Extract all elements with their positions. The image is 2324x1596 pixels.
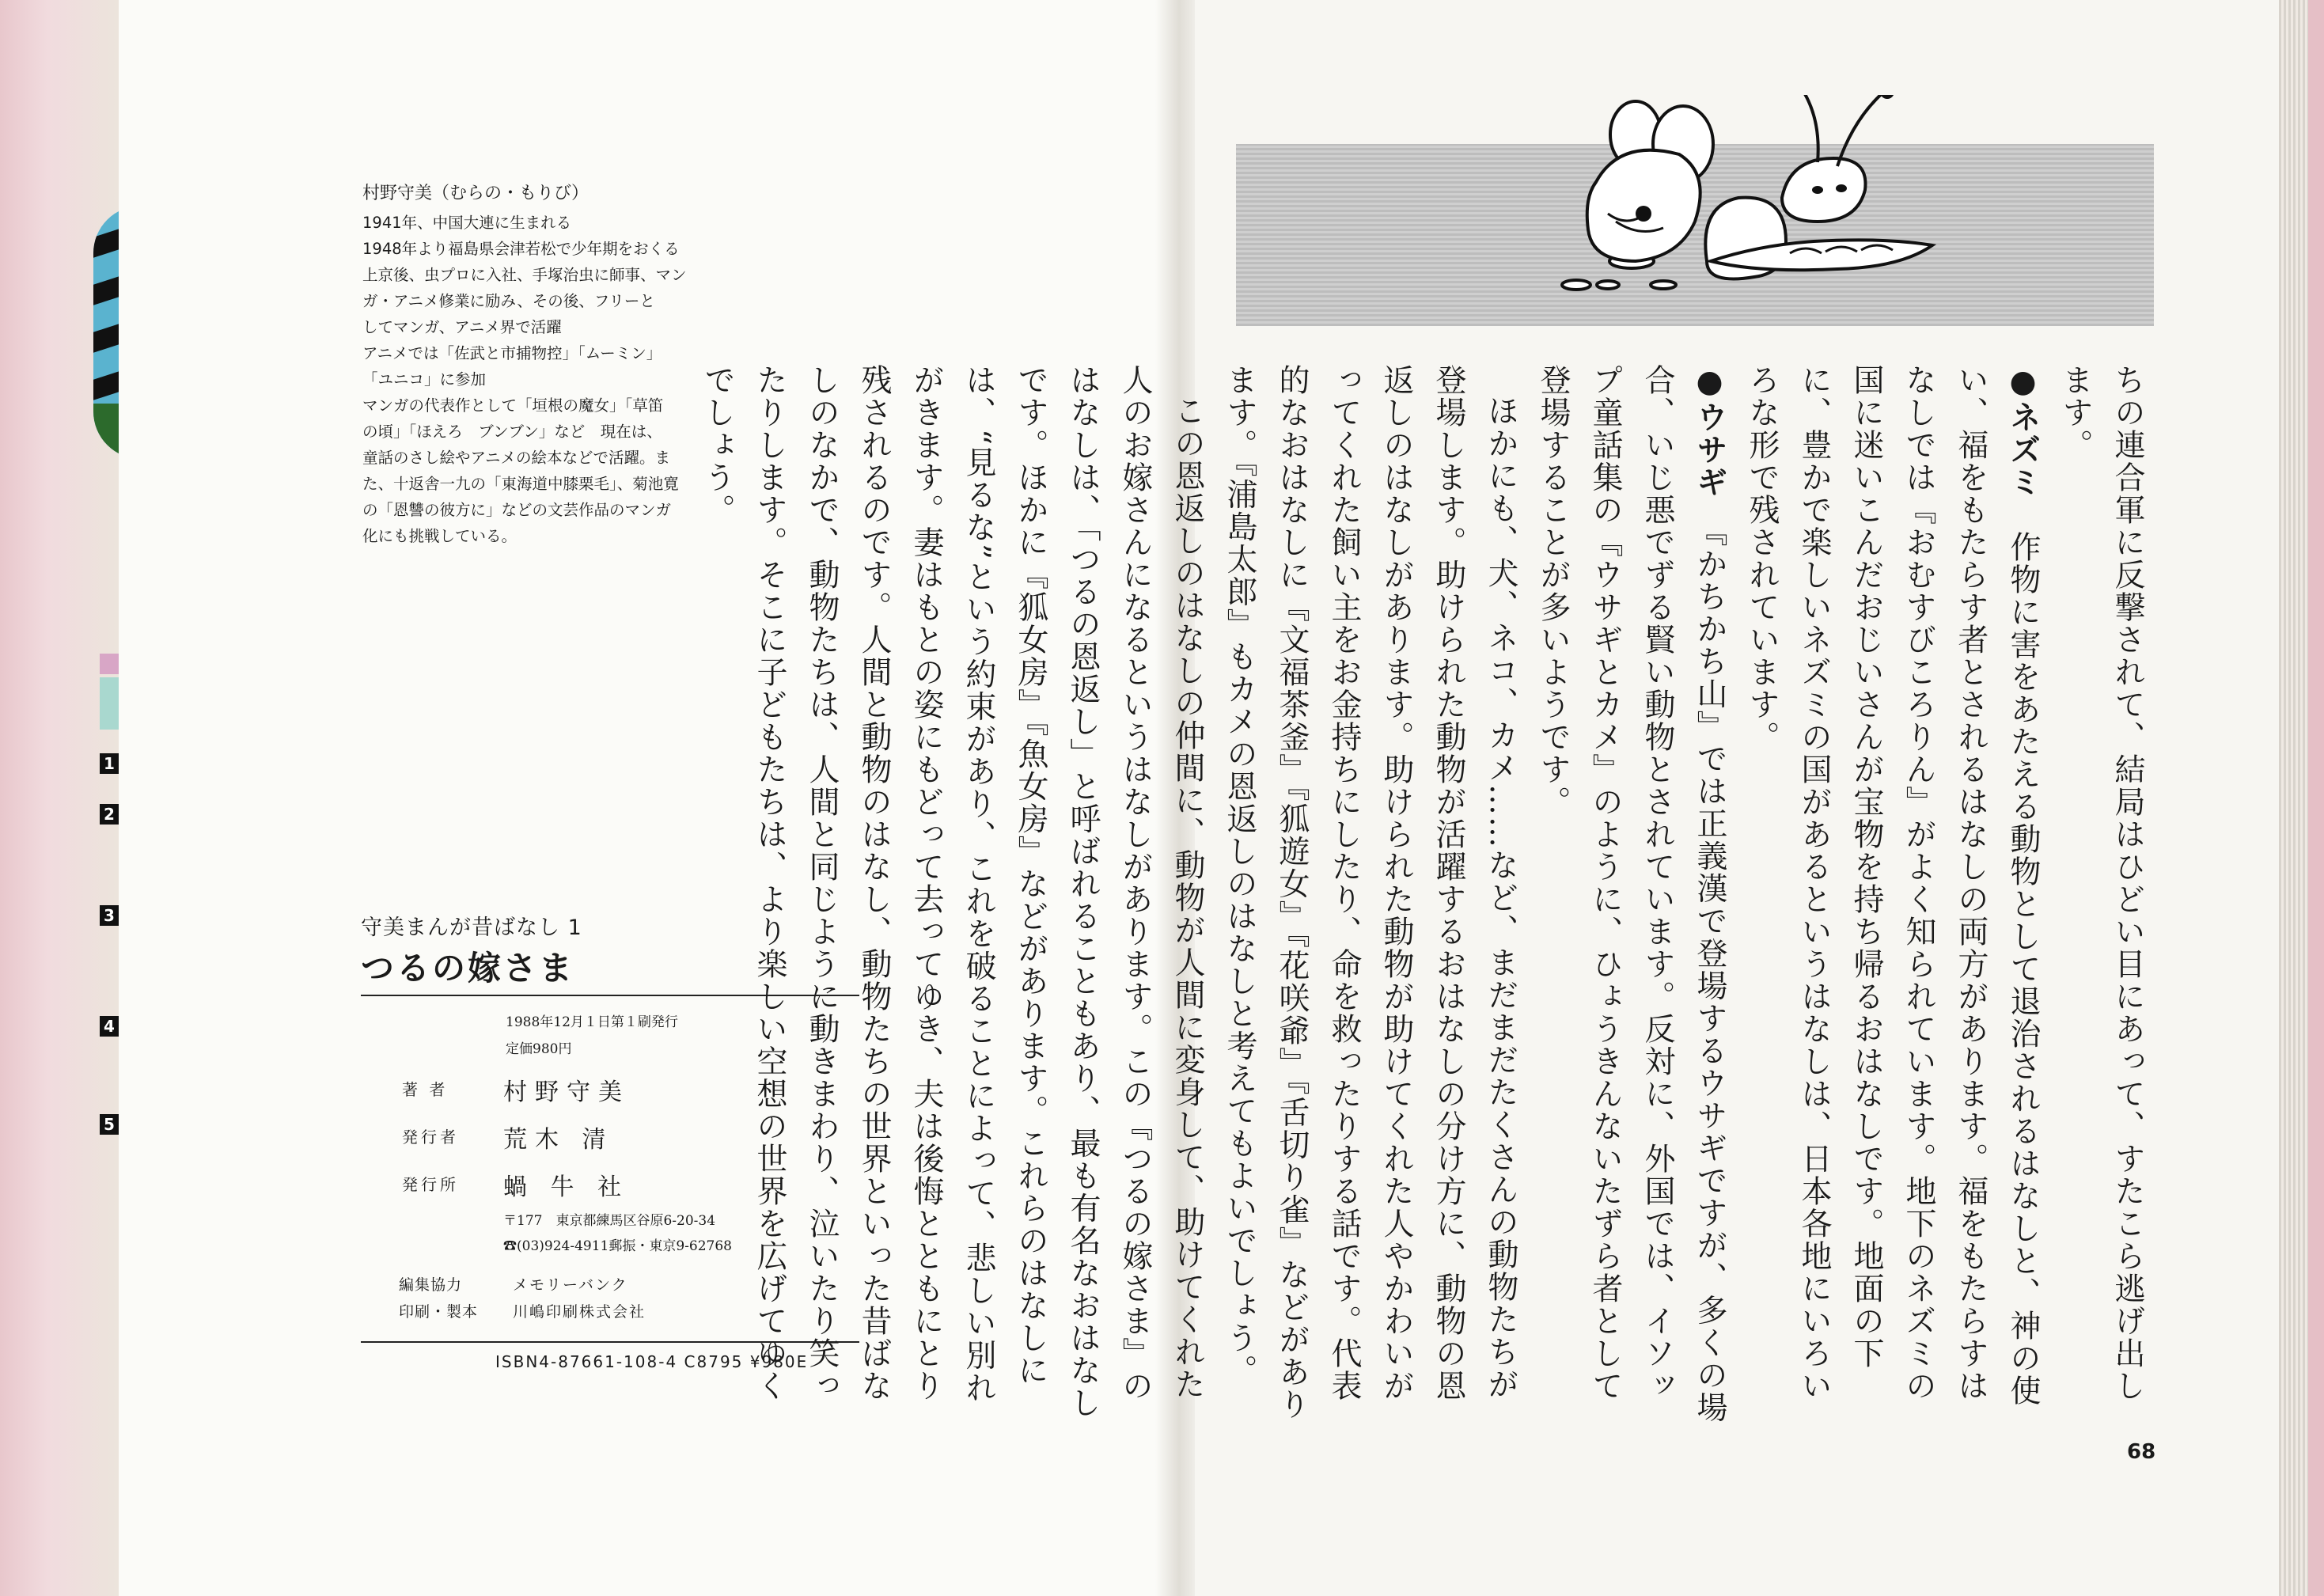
paragraph: 作物に害をあたえる動物として退治されるはなしと、神の使い、福をもたらす者とされるはなしの両方があります。福をもたらすはなしでは『おむすびころりん』がよく知られています。地下のネズミの国に迷いこんだおじいさんが宝物を持ち帰るおはなしです。地面の下に、豊かで楽しいネズミの国があるというはなしは、日本各地にいろいろな形で残されています。 [1744, 364, 2041, 1407]
bio-line: してマンガ、アニメ界で活躍 [362, 318, 562, 336]
section-heading-rabbit [1526, 364, 1735, 1432]
house-name: 蝸 牛 社 [503, 1173, 630, 1201]
side-tab: 3 [100, 905, 119, 926]
bio-line: マンガの代表作として「垣根の魔女」「草笛 [362, 396, 664, 415]
bio-line: ガ・アニメ修業に励み、その後、フリーと [362, 292, 655, 310]
publisher-label: 発行者 [402, 1128, 459, 1147]
author-bio [362, 180, 742, 549]
bio-line: 1948年より福島県会津若松で少年期をおくる [362, 240, 680, 258]
paragraph: ちの連合軍に反撃されて、結局はひどい目にあって、すたこら逃げ出します。 [2057, 364, 2145, 1402]
bio-line: 1941年、中国大連に生まれる [362, 214, 572, 232]
editor-label: 編集協力 [399, 1276, 463, 1294]
side-tab: 4 [100, 1016, 119, 1037]
editor-name: メモリーバンク [513, 1276, 628, 1294]
bio-line: た、十返舎一九の「東海道中膝栗毛」、菊池寛 [362, 475, 679, 493]
house-label: 発行所 [402, 1175, 459, 1194]
mouse-and-ant-drawing [1236, 95, 2154, 332]
bio-line: の「恩讐の彼方に」などの文芸作品のマンガ [362, 501, 672, 519]
section-heading-mouse [1735, 364, 2049, 1432]
address: 〒177 東京都練馬区谷原6-20-34 [503, 1213, 716, 1229]
paragraph: 『かちかち山』では正義漢で登場するウサギですが、多くの場合、いじ悪でずる賢い動物とされています。反対に、外国では、イソップ童話集の『ウサギとカメ』のように、ひょうきんないたずら者として登場することが多いようです。 [1535, 364, 1727, 1424]
bio-line: の頃」「ほえろ ブンブン」など 現在は、 [362, 423, 662, 441]
bio-line: 上京後、虫プロに入社、手塚治虫に師事、マン [362, 266, 687, 284]
bullet-icon: ● [1692, 364, 1727, 401]
author-name: 村野守美 [503, 1079, 630, 1106]
article-body [699, 364, 2153, 1432]
bio-line: アニメでは「佐武と市捕物控」「ムーミン」 [362, 344, 662, 362]
bullet-icon: ● [2005, 364, 2041, 401]
side-tab: 2 [100, 804, 119, 825]
publisher-name: 荒木 清 [503, 1126, 614, 1154]
bio-line: 童話のさし絵やアニメの絵本などで活躍。ま [362, 449, 671, 467]
side-tab: 1 [100, 753, 119, 774]
heading-text: ウサギ [1692, 401, 1727, 499]
paragraph: この恩返しのはなしの仲間に、動物が人間に変身して、助けてくれた人のお嫁さんになるというはなしがあります。この『つるの嫁さま』のはなしは、「つるの恩返し」と呼ばれることもあり、最も有名なおはなしです。ほかに『狐女房』『魚女房』などがあります。これらのはなしには、“見るな”という約束があり、これを破ることによって、悲しい別れがきます。妻はもとの姿にもどって去ってゆき、夫は後悔とともにとり残されるのです。人間と動物のはなし、動物たちの世界といった昔ばなしのなかで、動物たちは、人間と同じように動きまわり、泣いたり笑ったりします。そこに子どもたちは、より楽しい空想の世界を広げてゆくでしょう。 [699, 364, 1205, 1420]
phone: ☎(03)924-4911郵振・東京9-62768 [503, 1238, 732, 1254]
isbn: ISBN4-87661-108-4 C8795 ¥980E [495, 1352, 809, 1371]
price: 定価980円 [506, 1041, 572, 1057]
following-pages-edge [2279, 0, 2324, 1596]
printer-name: 川嶋印刷株式会社 [513, 1303, 646, 1321]
series-name: 守美まんが昔ばなし 1 [361, 916, 582, 940]
bio-line: 化にも挑戦している。 [362, 527, 517, 545]
side-tab: 5 [100, 1114, 119, 1135]
bio-line: 「ユニコ」に参加 [362, 370, 487, 389]
bio-name: 村野守美（むらの・もりび） [362, 184, 590, 203]
color-tab-pink [100, 654, 120, 674]
printer-label: 印刷・製本 [399, 1303, 479, 1321]
publication-date: 1988年12月１日第１刷発行 [506, 1014, 678, 1030]
paragraph: ほかにも、犬、ネコ、カメ……など、まだまだたくさんの動物たちが登場します。助けられた動物が活躍するおはなしの分け方に、動物の恩返しのはなしがあります。助けられた動物が助けてくれた人やかわいがってくれた飼い主をお金持ちにしたり、命を救ったりする話です。代表的なおはなしに『文福茶釜』『狐遊女』『花咲爺』『舌切り雀』などがあります。『浦島太郎』もカメの恩返しのはなしと考えてもよいでしょう。 [1222, 364, 1518, 1421]
color-tab-teal [100, 677, 120, 730]
header-illustration [1236, 95, 2154, 332]
author-label: 著 者 [402, 1080, 449, 1099]
heading-text: ネズミ [2005, 401, 2041, 499]
page-number: 68 [2127, 1440, 2156, 1464]
book-title: つるの嫁さま [361, 949, 575, 988]
